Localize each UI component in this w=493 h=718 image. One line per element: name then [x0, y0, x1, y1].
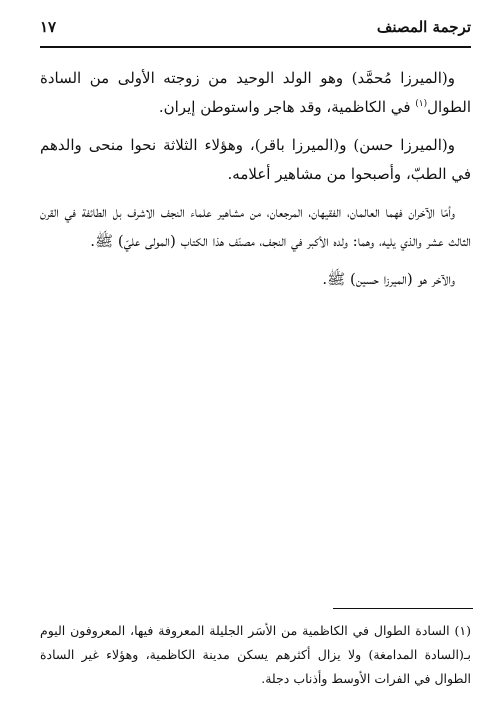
page-number: ١٧: [40, 18, 57, 36]
paragraph: وأمّا الآخران فهما العالمان، الفقيهان، المرجعان، من مشاهير علماء النجف الاشرف بل الطائفة في القرن الثالث عشر والذي يليه، وهما: ولده الأكبر في النجف، مصنّف هذا الكتاب (المولى عليّ) ﷺ.: [40, 203, 471, 250]
main-text: [40, 64, 471, 303]
footnote: [40, 619, 471, 691]
paragraph-text: في الكاظمية، وقد هاجر واستوطن إيران.: [158, 98, 416, 116]
running-header: [40, 18, 471, 44]
footnote-divider: [333, 608, 473, 609]
paragraph: و(الميرزا حسن) و(الميرزا باقر)، وهؤلاء الثلاثة نحوا منحى والدهم في الطبّ، وأصبحوا من مشاهير أعلامه.: [40, 136, 471, 183]
footnote-reference: (١): [415, 99, 428, 109]
paragraph: [40, 64, 471, 122]
paragraph-text: و(الميرزا مُحمَّد) وهو الولد الوحيد من زوجته الأولى من السادة الطوال: [40, 69, 471, 116]
running-header-title: ترجمة المصنف: [376, 18, 471, 36]
footnote-text: (١) السادة الطوال في الكاظمية من الأسَر الجليلة المعروفة فيها، المعروفون اليوم بـ(السادة المدامغة) ولا يزال أكثرهم يسكن مدينة الكاظمية، وهؤلاء غير السادة الطوال في الفرات الأوسط وأذناب دجلة.: [40, 623, 471, 686]
header-divider: [40, 46, 471, 48]
paragraph: والآخر هو (الميرزا حسين) ﷺ.: [322, 270, 455, 288]
